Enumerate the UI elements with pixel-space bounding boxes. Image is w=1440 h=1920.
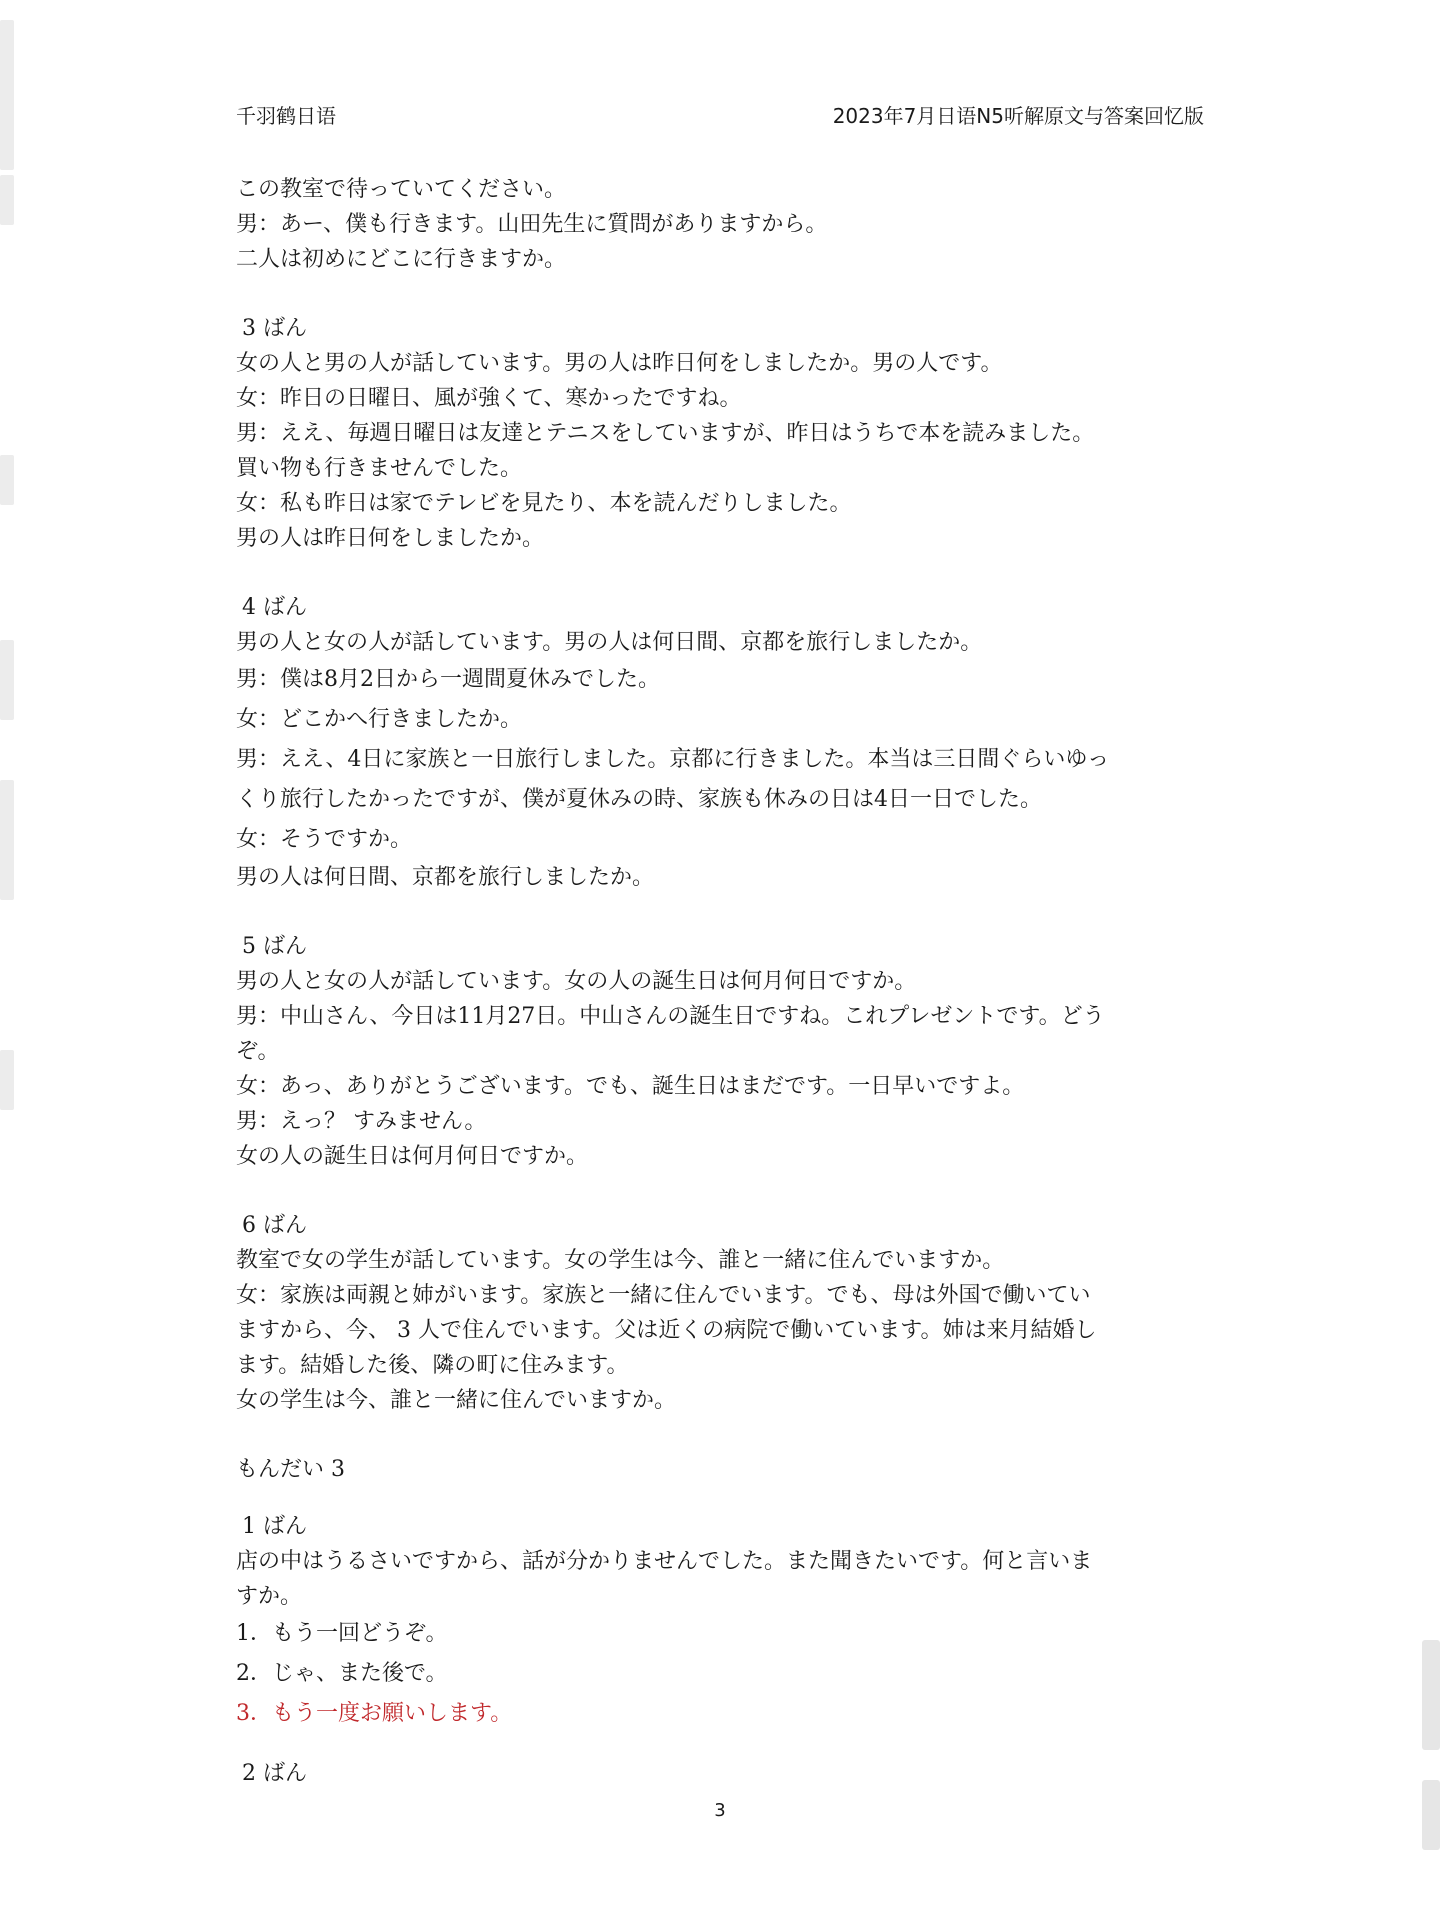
scan-mark [0, 175, 14, 225]
scan-mark [1422, 1640, 1440, 1750]
header-left-title: 千羽鹤日语 [236, 104, 336, 128]
text-line: 女：私も昨日は家でテレビを見たり、本を読んだりしました。 [236, 491, 852, 516]
question-5 [236, 929, 1204, 1174]
text-line: 二人は初めにどこに行きますか。 [236, 247, 567, 272]
answer-choice: 2．じゃ、また後で。 [236, 1661, 448, 1686]
question-label: 1 ばん [242, 1514, 307, 1539]
question-label: 4 ばん [242, 595, 307, 620]
text-line: 男：えっ？ すみません。 [236, 1109, 487, 1134]
text-line: 男の人と女の人が話しています。女の人の誕生日は何月何日ですか。 [236, 969, 917, 994]
question-6 [236, 1208, 1204, 1418]
text-line: 女：そうですか。 [236, 827, 413, 852]
scan-mark [0, 640, 14, 720]
scan-mark [0, 1050, 14, 1110]
text-line: 教室で女の学生が話しています。女の学生は今、誰と一緒に住んでいますか。 [236, 1248, 1005, 1273]
question-label: 2 ばん [242, 1761, 307, 1786]
question-label: 5 ばん [242, 934, 307, 959]
text-line: 男の人は何日間、京都を旅行しましたか。 [236, 865, 655, 890]
text-line: 女の人の誕生日は何月何日ですか。 [236, 1144, 589, 1169]
text-line: 女：あっ、ありがとうございます。でも、誕生日はまだです。一日早いですよ。 [236, 1074, 1025, 1099]
text-line: この教室で待っていてください。 [236, 177, 567, 202]
text-line: 店の中はうるさいですから、話が分かりませんでした。また聞きたいです。何と言いま [236, 1549, 1093, 1574]
question-label: 6 ばん [242, 1213, 307, 1238]
text-line: 男：あー、僕も行きます。山田先生に質問がありますから。 [236, 212, 828, 237]
text-line: ますから、今、 3 人で住んでいます。父は近くの病院で働いています。姉は来月結婚し [236, 1318, 1097, 1343]
text-line: ぞ。 [236, 1039, 280, 1064]
answer-choice: 1．もう一回どうぞ。 [236, 1621, 448, 1646]
spacer [236, 1487, 1204, 1509]
section-mondai-3 [236, 1452, 1204, 1791]
text-line: 女：家族は両親と姉がいます。家族と一緒に住んでいます。でも、母は外国で働いてい [236, 1283, 1091, 1308]
spacer [236, 556, 1204, 590]
mondai3-question-2 [236, 1756, 1204, 1791]
text-line: 男：ええ、4日に家族と一日旅行しました。京都に行きました。本当は三日間ぐらいゆっ [236, 747, 1110, 772]
scan-mark [0, 20, 14, 170]
scan-mark [0, 455, 14, 505]
text-line: ます。結婚した後、隣の町に住みます。 [236, 1353, 629, 1378]
spacer [236, 1734, 1204, 1756]
text-line: 女：昨日の日曜日、風が強くて、寒かったですね。 [236, 386, 742, 411]
answer-choice-correct: 3．もう一度お願いします。 [236, 1701, 513, 1726]
text-line: 女の人と男の人が話しています。男の人は昨日何をしましたか。男の人です。 [236, 351, 1003, 376]
text-line: 女：どこかへ行きましたか。 [236, 707, 523, 732]
question-3 [236, 311, 1204, 556]
text-line: 男の人と女の人が話しています。男の人は何日間、京都を旅行しましたか。 [236, 630, 983, 655]
text-line: 男：僕は8月2日から一週間夏休みでした。 [236, 667, 660, 692]
scan-mark [0, 780, 14, 900]
spacer [236, 1174, 1204, 1208]
spacer [236, 277, 1204, 311]
document-body [236, 172, 1204, 1791]
text-line: 買い物も行きませんでした。 [236, 456, 523, 481]
text-line: 女の学生は今、誰と一緒に住んでいますか。 [236, 1388, 677, 1413]
question-4 [236, 590, 1204, 895]
question-label: 3 ばん [242, 316, 307, 341]
previous-question-continuation [236, 172, 1204, 277]
spacer [236, 1418, 1204, 1452]
section-title: もんだい 3 [236, 1457, 345, 1482]
text-line: 男：中山さん、今日は11月27日。中山さんの誕生日ですね。これプレゼントです。どう [236, 1004, 1105, 1029]
text-line: 男の人は昨日何をしましたか。 [236, 526, 545, 551]
page-header [236, 100, 1204, 129]
header-right-title: 2023年7月日语N5听解原文与答案回忆版 [832, 104, 1204, 128]
mondai3-question-1 [236, 1509, 1204, 1734]
page-number: 3 [714, 1800, 726, 1821]
text-line: 男：ええ、毎週日曜日は友達とテニスをしていますが、昨日はうちで本を読みました。 [236, 421, 1095, 446]
text-line: すか。 [236, 1584, 303, 1609]
spacer [236, 895, 1204, 929]
text-line: くり旅行したかったですが、僕が夏休みの時、家族も休みの日は4日一日でした。 [236, 787, 1042, 812]
